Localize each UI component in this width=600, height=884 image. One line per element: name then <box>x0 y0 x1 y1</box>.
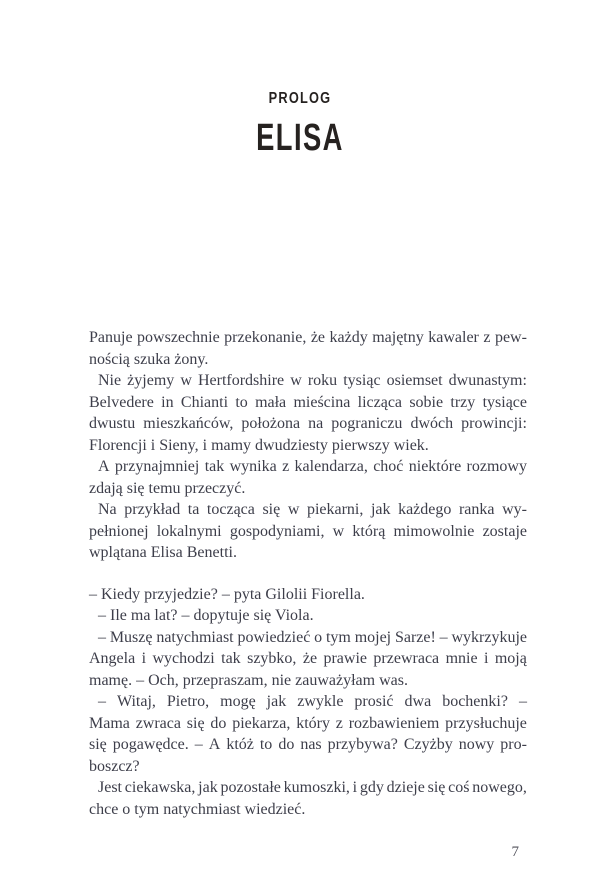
text-line: – Ile ma lat? – dopytuje się Viola. <box>98 607 314 624</box>
text-line: Na przykład ta tocząca się w piekarni, jak każdego ranka wy- <box>98 501 527 518</box>
text-line: A przynajmniej tak wynika z kalendarza, choć niektóre rozmowy <box>98 458 527 475</box>
text-line: boszcz? <box>89 757 140 775</box>
text-line: mamę. – Och, przepraszam, nie zauważyłam was. <box>89 671 408 689</box>
text-line: Panuje powszechnie przekonanie, że każdy majętny kawaler z pew- <box>89 329 527 346</box>
text-line: Mama zwraca się do piekarza, który z rozbawieniem przysłuchuje <box>89 714 527 732</box>
text-line: się pogawędce. – A któż to do nas przybywa? Czyżby nowy pro- <box>89 736 527 753</box>
text-line: chce o tym natychmiast wiedzieć. <box>89 800 306 818</box>
text-line: – Kiedy przyjedzie? – pyta Gilolii Fiorella. <box>89 585 365 603</box>
text-line: zdają się temu przeczyć. <box>89 479 246 497</box>
text-line: Florencji i Sieny, i mamy dwudziesty pierwszy wiek. <box>89 436 429 454</box>
chapter-title: ELISA <box>256 117 344 159</box>
text-line: Angela i wychodzi tak szybko, że prawie przewraca mnie i moją <box>89 650 527 667</box>
text-line: nością szuka żony. <box>89 350 209 368</box>
text-line: – Muszę natychmiast powiedzieć o tym mojej Sarze! – wykrzykuje <box>98 628 527 646</box>
text-line: dwustu mieszkańców, położona na pograniczu dwóch prowincji: <box>89 415 527 432</box>
body-text <box>89 327 527 820</box>
chapter-kicker: PROLOG <box>268 90 332 107</box>
page-number: 7 <box>511 844 519 860</box>
text-line: Nie żyjemy w Hertfordshire w roku tysiąc osiemset dwunastym: <box>98 372 527 389</box>
text-line: – Witaj, Pietro, mogę jak zwykle prosić dwa bochenki? – <box>98 693 527 710</box>
text-line: Belvedere in Chianti to mała mieścina licząca sobie trzy tysiące <box>89 393 527 411</box>
text-line: Jest ciekawska, jak pozostałe kumoszki, i gdy dzieje się coś nowego, <box>98 779 527 796</box>
text-line: wplątana Elisa Benetti. <box>89 544 237 561</box>
text-line: pełnionej lokalnymi gospodyniami, w którą mimowolnie zostaje <box>89 522 527 540</box>
